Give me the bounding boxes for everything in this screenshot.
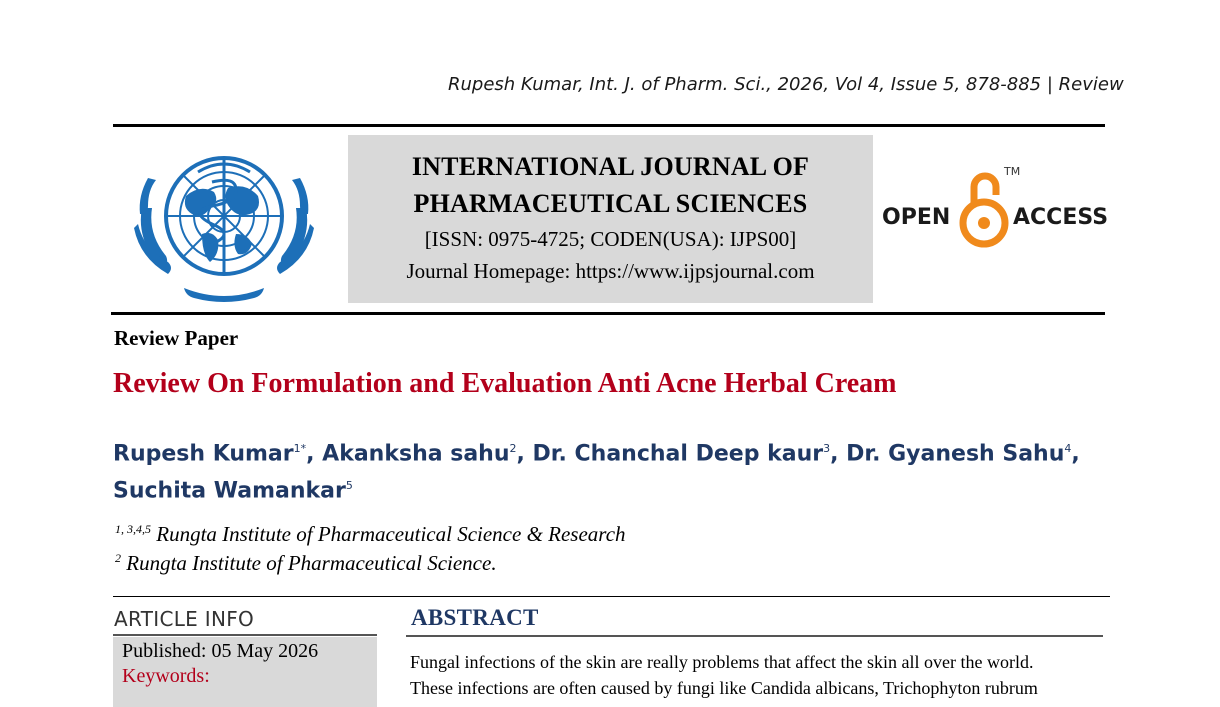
affiliation-text: Rungta Institute of Pharmaceutical Science.	[126, 551, 497, 575]
open-lock-icon	[963, 176, 1005, 244]
abstract-text	[410, 649, 1107, 701]
author-affiliation-mark: 1*	[293, 442, 307, 455]
affiliation-2	[115, 551, 497, 576]
author-name: Akanksha sahu	[322, 441, 510, 467]
journal-homepage: Journal Homepage: https://www.ijpsjournal.com	[406, 259, 815, 283]
journal-emblem-logo	[124, 138, 324, 306]
affiliation-1	[115, 522, 626, 547]
header-top-rule	[113, 124, 1105, 127]
journal-banner	[348, 135, 873, 303]
running-head: Rupesh Kumar, Int. J. of Pharm. Sci., 2026, Vol 4, Issue 5, 878-885 | Review	[448, 74, 1124, 95]
affiliation-mark: 1, 3,4,5	[115, 522, 151, 536]
affiliation-mark: 2	[115, 551, 121, 565]
author-name: Dr. Gyanesh Sahu	[846, 441, 1065, 467]
abstract-line: These infections are often caused by fungi like Candida albicans, Trichophyton rubrum	[410, 678, 1038, 698]
author-name: Suchita Wamankar	[113, 478, 346, 504]
header-bottom-rule	[111, 312, 1105, 315]
author-name: Rupesh Kumar	[113, 441, 294, 467]
affiliation-text: Rungta Institute of Pharmaceutical Science & Research	[156, 522, 626, 546]
journal-issn: [ISSN: 0975-4725; CODEN(USA): IJPS00]	[424, 227, 797, 251]
author-affiliation-mark: 5	[345, 479, 353, 493]
open-access-word1: OPEN	[882, 205, 951, 230]
journal-title-line1: INTERNATIONAL JOURNAL OF	[411, 152, 810, 181]
open-access-word2: ACCESS	[1013, 205, 1109, 230]
author-name: Dr. Chanchal Deep kaur	[532, 441, 824, 467]
paper-title: Review On Formulation and Evaluation Anti Acne Herbal Cream	[113, 368, 897, 399]
published-date: Published: 05 May 2026	[122, 640, 319, 662]
abstract-rule	[406, 635, 1103, 637]
open-access-logo	[880, 165, 1110, 255]
keywords-label: Keywords:	[122, 665, 210, 687]
author-affiliation-mark: 2	[509, 442, 517, 455]
affiliation-rule	[113, 596, 1110, 597]
trademark-symbol: TM	[1004, 165, 1021, 178]
article-info-heading: ARTICLE INFO	[114, 607, 255, 631]
abstract-line: Fungal infections of the skin are really problems that affect the skin all over the world.	[410, 652, 1034, 672]
author-affiliation-mark: 4	[1064, 442, 1072, 455]
article-info-rule	[113, 634, 377, 636]
journal-title-line2: PHARMACEUTICAL SCIENCES	[413, 189, 808, 218]
paper-type: Review Paper	[114, 326, 239, 350]
author-affiliation-mark: 3	[823, 442, 831, 455]
abstract-heading: ABSTRACT	[411, 605, 539, 630]
author-list: Rupesh Kumar$^{1*}$, Akanksha sahu$^2$, Dr. Chanchal Deep kaur$^3$, Dr. Gyanesh Sahu$^4$, Suchita Wamankar$^5$	[113, 441, 1080, 504]
